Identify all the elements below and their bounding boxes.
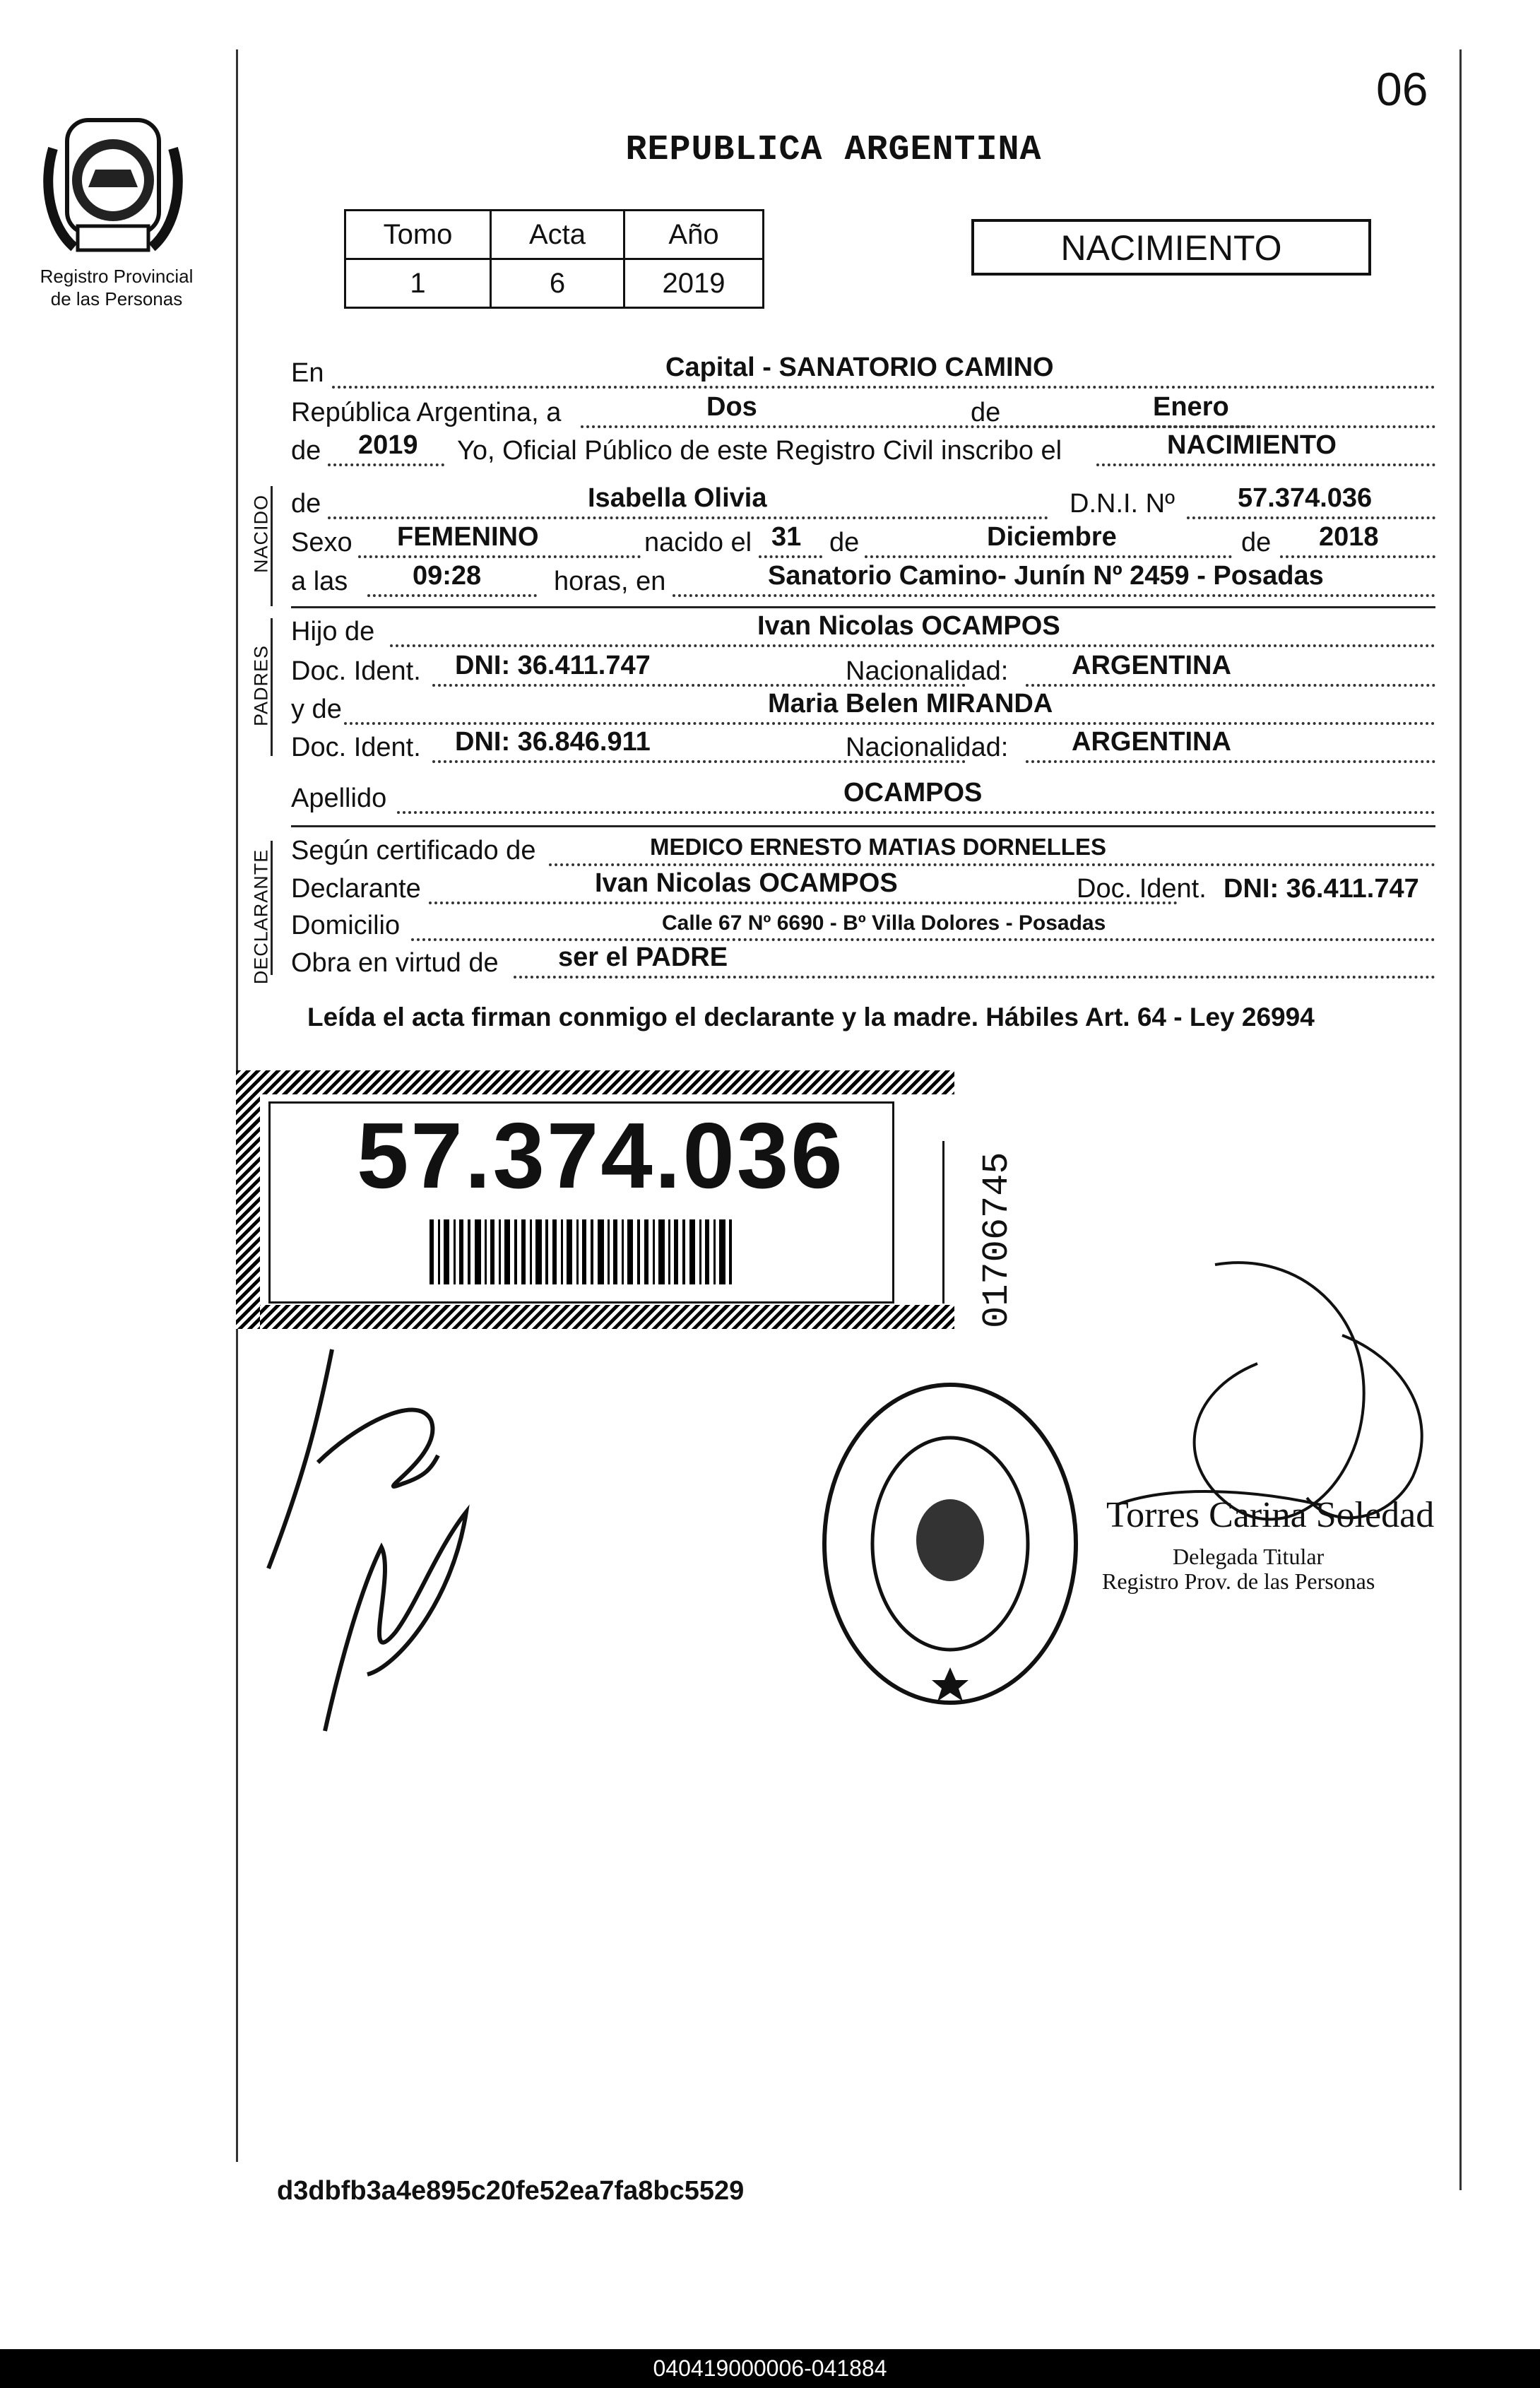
mother-doc: DNI: 36.846.911 xyxy=(455,727,651,757)
nacido-de-label: de xyxy=(291,489,321,519)
en-value: Capital - SANATORIO CAMINO xyxy=(665,353,1054,382)
year-de-label: de xyxy=(291,436,321,466)
document-title: REPUBLICA ARGENTINA xyxy=(625,130,1042,170)
republica-line xyxy=(291,393,1435,431)
logo-caption-line2: de las Personas xyxy=(50,288,183,309)
horas-en-label: horas, en xyxy=(554,567,666,596)
padre-doc-line xyxy=(291,651,1435,690)
tomo-header: Tomo xyxy=(345,211,491,259)
father-doc-label: Doc. Ident. xyxy=(291,656,421,686)
madre-doc-line xyxy=(291,728,1435,766)
document-hash: d3dbfb3a4e895c20fe52ea7fa8bc5529 xyxy=(277,2176,745,2206)
nacido-section-label: NACIDO xyxy=(250,495,272,574)
mother-nationality: ARGENTINA xyxy=(1072,727,1231,757)
father-name: Ivan Nicolas OCAMPOS xyxy=(757,611,1060,641)
record-table xyxy=(344,209,764,309)
y-de-label: y de xyxy=(291,694,342,724)
birth-year: 2018 xyxy=(1319,522,1379,552)
nacido-el-label: nacido el xyxy=(644,528,752,557)
acta-value: 6 xyxy=(491,259,624,308)
child-name: Isabella Olivia xyxy=(588,483,767,513)
birth-place: Sanatorio Camino- Junín Nº 2459 - Posadas xyxy=(768,561,1324,591)
official-registry: Registro Prov. de las Personas xyxy=(1102,1568,1375,1594)
sexo-line xyxy=(291,523,1435,561)
record-type-box: NACIMIENTO xyxy=(971,219,1371,276)
official-stamp xyxy=(816,1378,1084,1710)
page-number: 06 xyxy=(1376,63,1428,115)
hora-line xyxy=(291,562,1435,600)
dni-label: D.N.I. Nº xyxy=(1070,489,1175,519)
domicilio-value: Calle 67 Nº 6690 - Bº Villa Dolores - Posadas xyxy=(662,911,1106,935)
republica-label: República Argentina, a xyxy=(291,398,562,427)
father-doc: DNI: 36.411.747 xyxy=(455,651,651,680)
logo-caption xyxy=(14,265,219,310)
birth-day: 31 xyxy=(771,522,802,552)
logo-caption-line1: Registro Provincial xyxy=(40,266,194,287)
declarante-line xyxy=(291,869,1435,907)
mother-doc-label: Doc. Ident. xyxy=(291,733,421,762)
acta-header: Acta xyxy=(491,211,624,259)
declarante-label: Declarante xyxy=(291,874,421,904)
tomo-value: 1 xyxy=(345,259,491,308)
declarante-value: Ivan Nicolas OCAMPOS xyxy=(595,868,898,898)
day-value: Dos xyxy=(706,392,757,422)
apellido-label: Apellido xyxy=(291,784,387,813)
obra-label: Obra en virtud de xyxy=(291,948,499,978)
official-role: Delegada Titular xyxy=(1173,1544,1325,1569)
right-margin-line xyxy=(1459,49,1462,2190)
domicilio-line xyxy=(291,906,1435,944)
padre-line xyxy=(291,612,1435,650)
barcode-image xyxy=(415,1219,811,1284)
hora-value: 09:28 xyxy=(413,561,482,591)
year-line xyxy=(291,431,1435,469)
ano-value: 2019 xyxy=(624,259,764,308)
mother-name: Maria Belen MIRANDA xyxy=(768,689,1053,719)
hora-label: a las xyxy=(291,567,348,596)
handwritten-signatures xyxy=(254,1335,551,1773)
official-name: Torres Carina Soledad xyxy=(1106,1495,1435,1535)
apellido-value: OCAMPOS xyxy=(843,778,983,808)
father-nationality: ARGENTINA xyxy=(1072,651,1231,680)
obra-line xyxy=(291,943,1435,981)
closing-note: Leída el acta firman conmigo el declarante y la madre. Hábiles Art. 64 - Ley 26994 xyxy=(307,1003,1315,1032)
declarante-section-label: DECLARANTE xyxy=(250,849,272,985)
hijo-de-label: Hijo de xyxy=(291,617,375,646)
birth-de-label: de xyxy=(829,528,860,557)
ano-header: Año xyxy=(624,211,764,259)
month-value: Enero xyxy=(1153,392,1229,422)
madre-line xyxy=(291,690,1435,728)
footer-code: 040419000006-041884 xyxy=(0,2349,1540,2388)
obra-value: ser el PADRE xyxy=(558,942,728,972)
birth-month: Diciembre xyxy=(987,522,1117,552)
certificado-label: Según certificado de xyxy=(291,836,536,865)
year-value: 2019 xyxy=(358,430,418,460)
dni-sticker-number: 57.374.036 xyxy=(357,1104,845,1207)
certificado-value: MEDICO ERNESTO MATIAS DORNELLES xyxy=(650,834,1106,860)
sexo-label: Sexo xyxy=(291,528,353,557)
en-line xyxy=(291,353,1435,391)
certificado-line xyxy=(291,831,1435,869)
nacido-name-line xyxy=(291,484,1435,522)
declarante-doc-label: Doc. Ident. xyxy=(1077,874,1207,904)
sticker-serial: 01706745 xyxy=(976,1152,1018,1328)
child-dni: 57.374.036 xyxy=(1238,483,1373,513)
father-nac-label: Nacionalidad: xyxy=(846,656,1009,686)
mother-nac-label: Nacionalidad: xyxy=(846,733,1009,762)
apellido-line xyxy=(291,779,1435,817)
year-line-text: Yo, Oficial Público de este Registro Civil inscribo el xyxy=(457,436,1062,466)
sexo-value: FEMENINO xyxy=(397,522,539,552)
declarante-doc: DNI: 36.411.747 xyxy=(1224,874,1419,904)
padres-section-label: PADRES xyxy=(250,644,272,727)
birth-de-label2: de xyxy=(1241,528,1272,557)
en-label: En xyxy=(291,358,324,388)
domicilio-label: Domicilio xyxy=(291,911,401,940)
nacimiento-value: NACIMIENTO xyxy=(1167,430,1337,460)
de-label: de xyxy=(971,398,1001,427)
